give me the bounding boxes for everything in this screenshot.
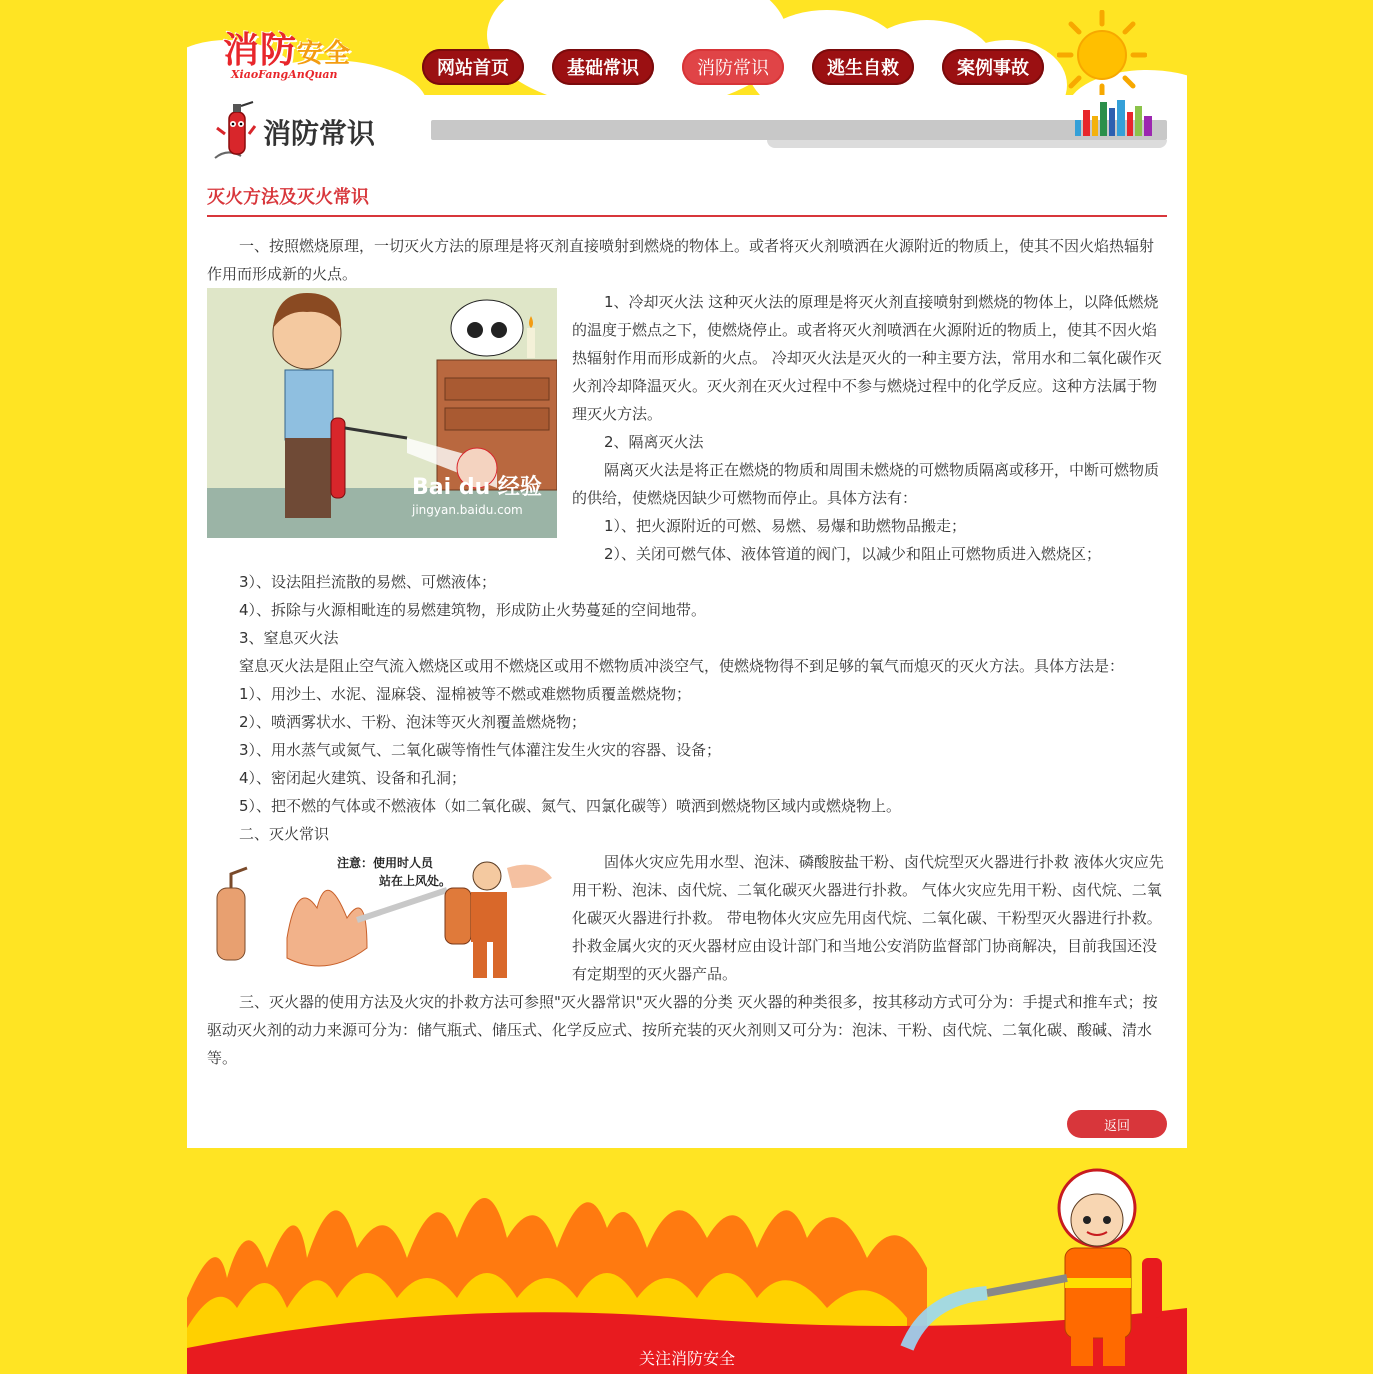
fig-fireman-upwind bbox=[207, 848, 557, 988]
article-p14: 5）、把不燃的气体或不燃液体（如二氧化碳、氮气、四氯化碳等）喷洒到燃烧物区域内或燃烧物上。 bbox=[239, 797, 902, 815]
fig1-url: jingyan.baidu.com bbox=[412, 503, 523, 517]
article-p2: 2、隔离灭火法 bbox=[604, 433, 704, 451]
article-p9: 窒息灭火法是阻止空气流入燃烧区或用不燃烧区或用不燃物质冲淡空气，使燃烧物得不到足够的氧气而熄灭的灭火方法。具体方法是： bbox=[239, 657, 1125, 675]
title-decor-bar bbox=[431, 120, 1167, 140]
article-p11: 2）、喷洒雾状水、干粉、泡沫等灭火剂覆盖燃烧物； bbox=[239, 713, 587, 731]
nav-cases[interactable]: 案例事故 bbox=[942, 49, 1044, 85]
nav-escape[interactable]: 逃生自救 bbox=[812, 49, 914, 85]
books-icon bbox=[1075, 98, 1155, 138]
illustration-upwind-extinguishing bbox=[207, 848, 557, 988]
article-p7: 4）、拆除与火源相毗连的易燃建筑物，形成防止火势蔓延的空间地带。 bbox=[239, 601, 707, 619]
article-intro: 一、按照燃烧原理，一切灭火方法的原理是将灭剂直接喷射到燃烧的物体上。或者将灭火剂喷洒在火源附近的物质上，使其不因火焰热辐射作用而形成新的火点。 bbox=[207, 237, 1155, 283]
site-logo[interactable]: 消防安全 XiaoFangAnQuan bbox=[223, 30, 352, 81]
article-body bbox=[207, 232, 1167, 1072]
fig2-note-a: 注意：使用时人员 bbox=[337, 855, 434, 870]
article-p10: 1）、用沙土、水泥、湿麻袋、湿棉被等不燃或难燃物质覆盖燃烧物； bbox=[239, 685, 692, 703]
article-p16: 固体火灾应先用水型、泡沫、磷酸胺盐干粉、卤代烷型灭火器进行扑救 液体火灾应先用干粉、泡沫、卤代烷、二氧化碳灭火器进行扑救。 气体火灾应先用干粉、卤代烷、二氧化碳灭火器进行扑救。 带电物体火灾应先用卤代烷、二氧化碳、干粉型灭火器进行扑救。 扑救金属火灾的灭火器材应由设计部门和当地公安消防监督部门协商解决，目前我国还没有定期型的灭火器产品。 bbox=[572, 853, 1164, 983]
footer bbox=[187, 1148, 1187, 1374]
nav-basics[interactable]: 基础常识 bbox=[552, 49, 654, 85]
fig-boy-extinguisher bbox=[207, 288, 557, 538]
page-container bbox=[187, 0, 1187, 1374]
article-p6: 3）、设法阻拦流散的易燃、可燃液体； bbox=[239, 573, 497, 591]
article-p13: 4）、密闭起火建筑、设备和孔洞； bbox=[239, 769, 467, 787]
fig2-note-b: 站在上风处。 bbox=[379, 873, 452, 888]
fig1-watermark: Bai du 经验 bbox=[412, 475, 542, 500]
article-p3: 隔离灭火法是将正在燃烧的物质和周围未燃烧的可燃物质隔离或移开，中断可燃物质的供给，使燃烧因缺少可燃物而停止。具体方法有： bbox=[572, 461, 1160, 507]
nav-fire-knowledge[interactable]: 消防常识 bbox=[682, 49, 784, 85]
article-p17: 三、灭火器的使用方法及火灾的扑救方法可参照"灭火器常识"灭火器的分类 灭火器的种类很多，按其移动方式可分为：手提式和推车式；按驱动灭火剂的动力来源可分为：储气瓶式、储压式、化学反应式、按所充装的灭火剂则又可分为：泡沫、干粉、卤代烷、二氧化碳、酸碱、清水等。 bbox=[207, 993, 1158, 1067]
flames-banner bbox=[187, 1148, 1187, 1374]
article-p8: 3、窒息灭火法 bbox=[239, 629, 339, 647]
section-title: 消防常识 bbox=[263, 117, 376, 150]
article-p12: 3）、用水蒸气或氮气、二氧化碳等惰性气体灌注发生火灾的容器、设备； bbox=[239, 741, 722, 759]
back-button[interactable]: 返回 bbox=[1067, 1110, 1167, 1138]
footer-text: 关注消防安全 bbox=[638, 1349, 735, 1368]
article-title: 灭火方法及灭火常识 bbox=[207, 183, 1167, 217]
article-p1: 1、冷却灭火法 这种灭火法的原理是将灭火剂直接喷射到燃烧的物体上，以降低燃烧的温度于燃点之下，使燃烧停止。或者将灭火剂喷洒在火源附近的物质上，使其不因火焰热辐射作用而形成新的火点。 冷却灭火法是灭火的一种主要方法，常用水和二氧化碳作灭火剂冷却降温灭火。灭火剂在灭火过程中不参与燃烧过程中的化学反应。这种方法属于物理灭火方法。 bbox=[572, 293, 1162, 423]
article-p15: 二、灭火常识 bbox=[239, 825, 330, 843]
illustration-boy-using-extinguisher bbox=[207, 288, 557, 538]
header bbox=[187, 0, 1187, 95]
article-p4: 1）、把火源附近的可燃、易燃、易爆和助燃物品搬走； bbox=[604, 517, 967, 535]
article-p5: 2）、关闭可燃气体、液体管道的阀门，以减少和阻止可燃物质进入燃烧区； bbox=[604, 545, 1102, 563]
fire-extinguisher-mascot-icon bbox=[207, 98, 263, 162]
sun-icon bbox=[1057, 10, 1147, 95]
nav-home[interactable]: 网站首页 bbox=[422, 49, 524, 85]
section-header bbox=[207, 98, 1167, 162]
